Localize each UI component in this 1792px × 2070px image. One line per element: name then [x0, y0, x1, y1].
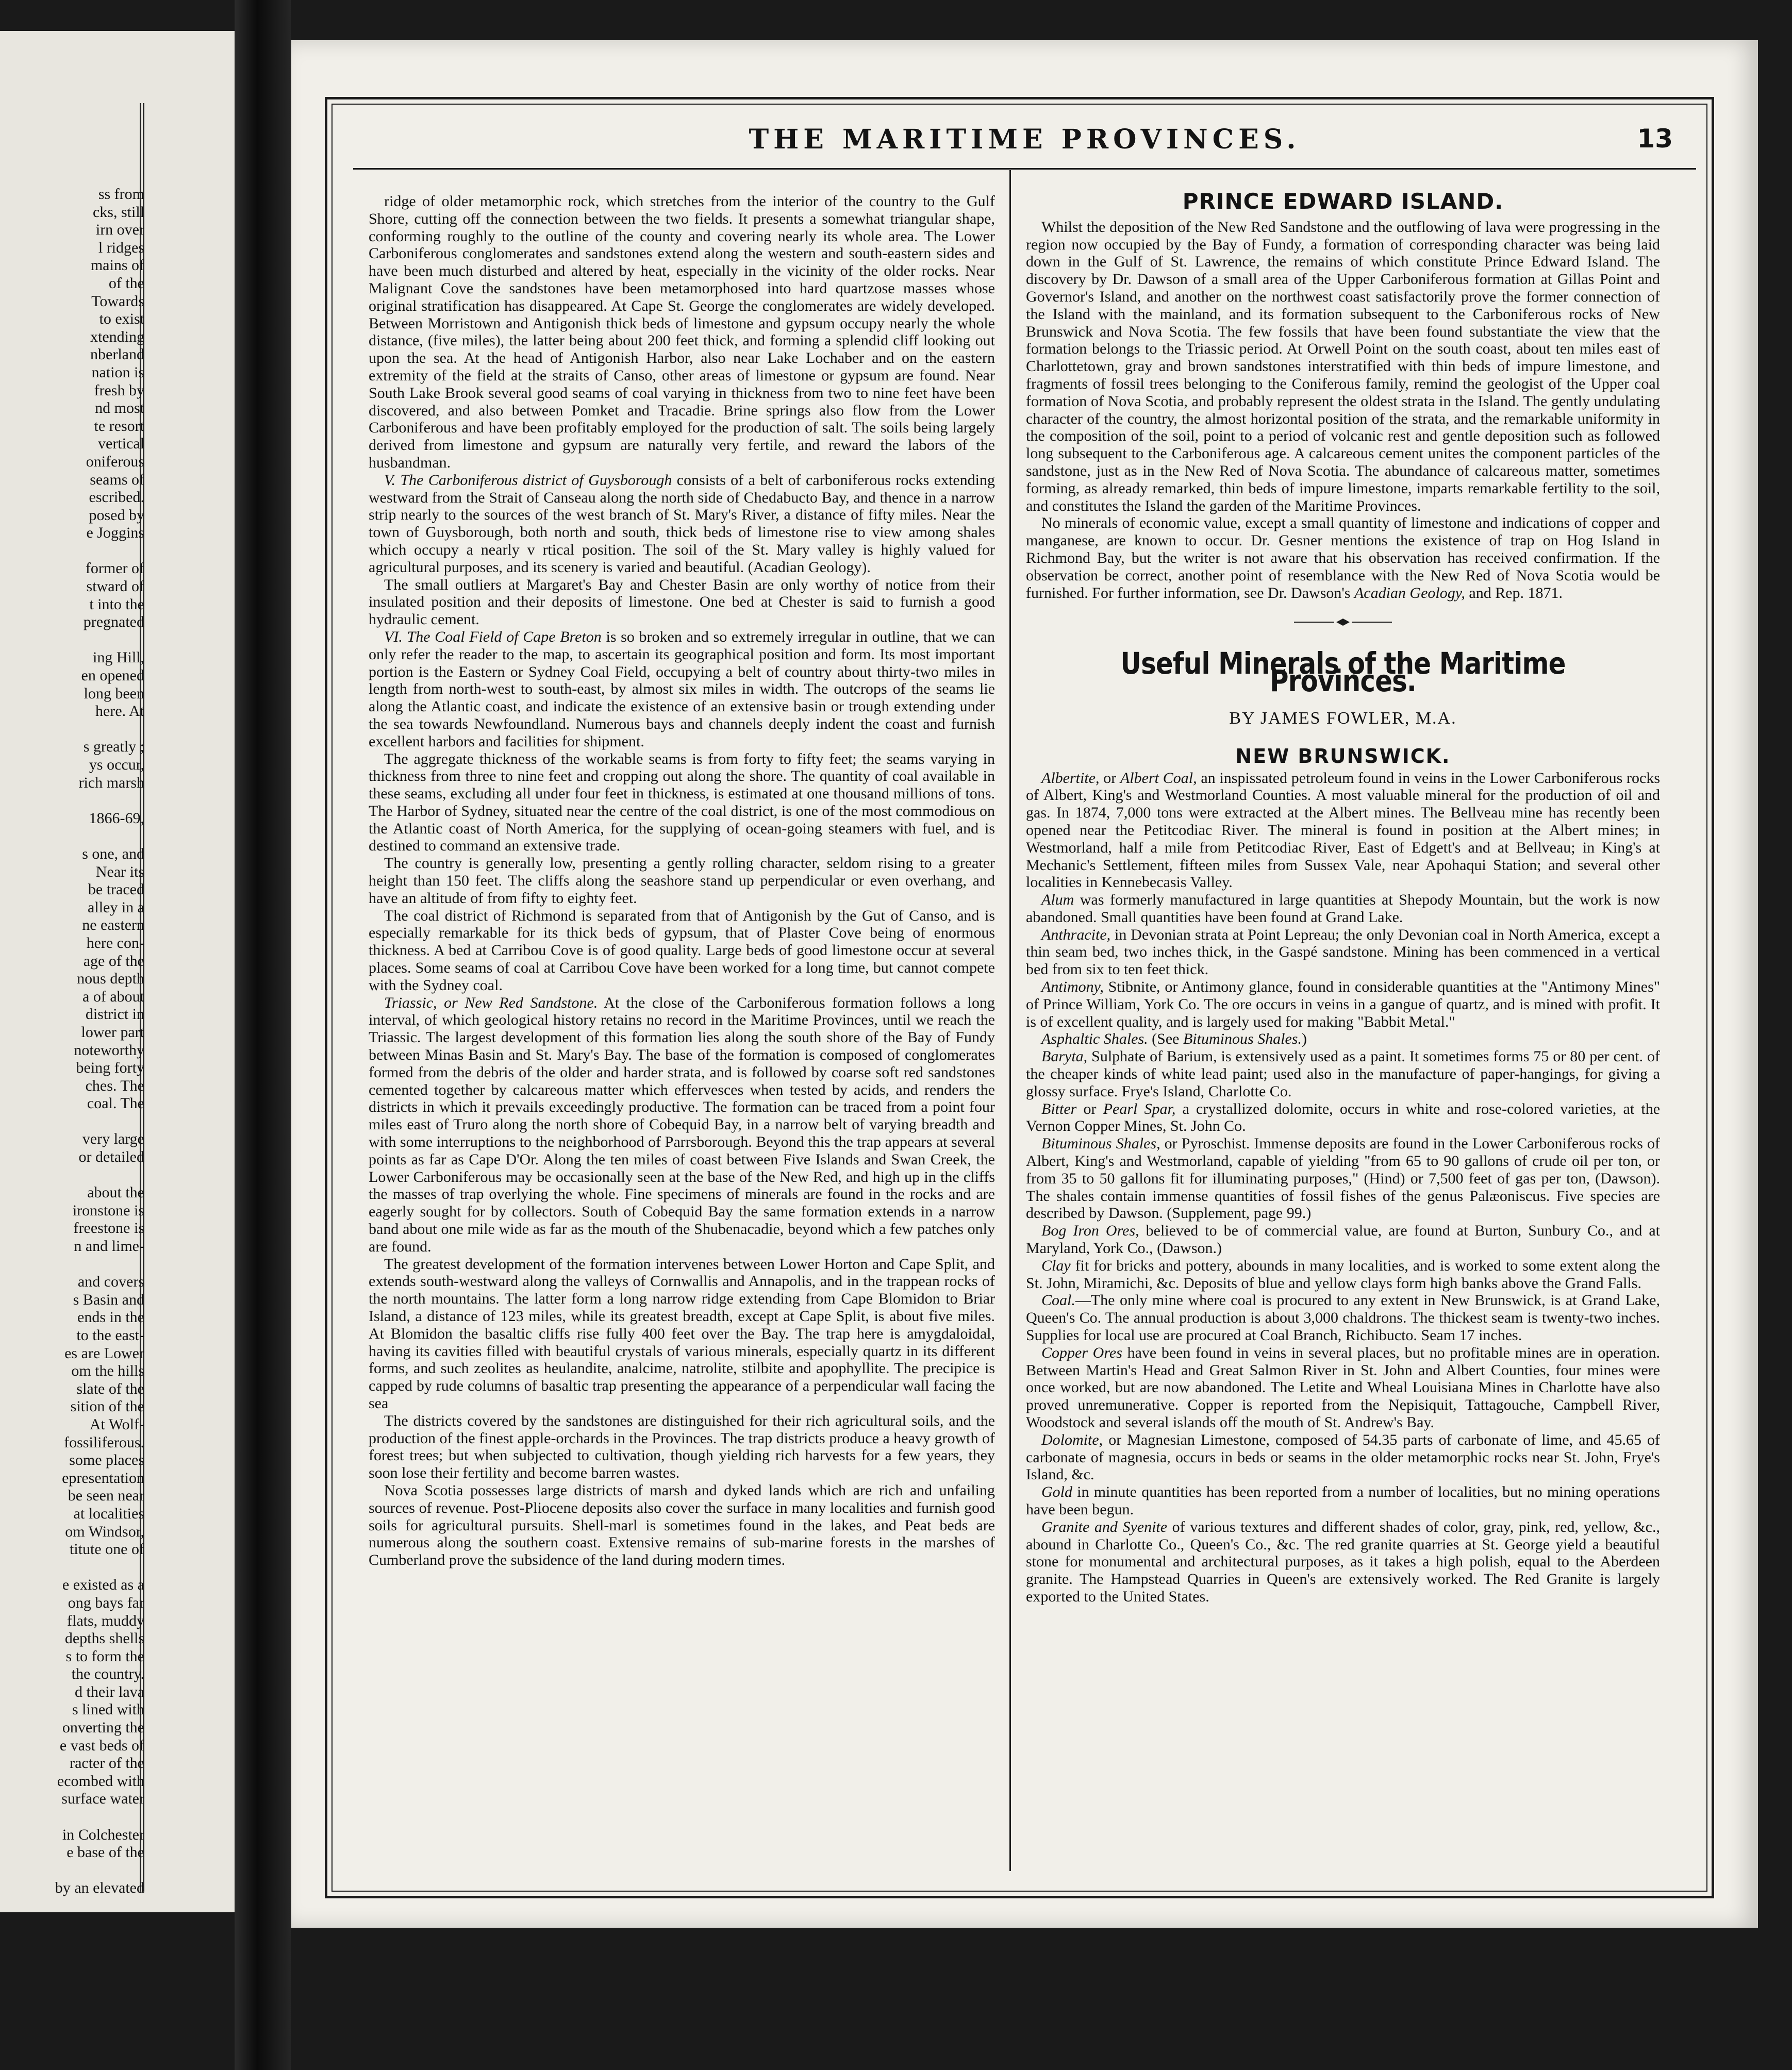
- adjacent-page-line: [0, 827, 144, 845]
- adjacent-page-line: en opened: [81, 667, 144, 685]
- mineral-entry: Baryta, Sulphate of Barium, is extensively used as a paint. It sometimes forms 75 or 80 per cent. of the cheaper kinds of white lead paint; used also in the manufacture of paper-hangings, for giving a glossy surface. Frye's Island, Charlotte Co.: [1026, 1048, 1660, 1100]
- adjacent-page-line: om the hills: [71, 1362, 144, 1380]
- mineral-entry: Asphaltic Shales. (See Bituminous Shales.): [1041, 1030, 1307, 1048]
- adjacent-page-line: [0, 721, 144, 739]
- adjacent-page-line: surface water: [61, 1790, 144, 1808]
- adjacent-page-line: nation is: [91, 363, 144, 381]
- adjacent-page-line: posed by: [89, 506, 144, 524]
- body-paragraph: The coal district of Richmond is separated from that of Antigonish by the Gut of Canso, and is especially remarkable for its thick beds of gypsum, that of Plaster Cove being of enormous thickness. A bed at Carribou Cove is of good quality. Large beds of good limestone occur at several places. Some seams of coal at Carribou Cove have been worked for a long time, but cannot compete with the Sydney coal.: [369, 907, 995, 994]
- adjacent-page-line: e base of the: [67, 1844, 144, 1861]
- adjacent-page-line: slate of the: [76, 1380, 144, 1397]
- mineral-entry: Antimony, Stibnite, or Antimony glance, found in considerable quantities at the "Antimony Mines" of Prince William, York Co. The ore occurs in veins in a gangue of quartz, and is mined with profit. It is of excellent quality, and is largely used for making "Babbit Metal.": [1026, 978, 1660, 1030]
- adjacent-page-line: to exist: [99, 310, 144, 328]
- adjacent-page-line: nous depth: [77, 970, 144, 988]
- adjacent-page-text: [0, 186, 144, 1897]
- pei-heading: PRINCE EDWARD ISLAND.: [1182, 189, 1504, 214]
- adjacent-page-line: ecombed with: [57, 1772, 144, 1790]
- adjacent-page-line: rich marsh: [78, 774, 144, 791]
- mineral-entry: Clay fit for bricks and pottery, abounds in many localities, and is worked to some extent along the St. John, Miramichi, &c. Deposits of blue and yellow clays form high banks above the Grand Falls.: [1026, 1257, 1660, 1292]
- pei-paragraph: No minerals of economic value, except a small quantity of limestone and indications of copper and manganese, are known to occur. Dr. Gesner mentions the existence of trap on Hog Island in Richmond Bay, but the writer is not aware that his observation has received confirmation. If the observation be correct, another point of resemblance with the New Red of Nova Scotia would be furnished. For further information, see Dr. Dawson's Acadian Geology, and Rep. 1871.: [1026, 514, 1660, 602]
- adjacent-page-line: epresentation: [62, 1469, 144, 1487]
- minerals-heading: Useful Minerals of the Maritime Provinces.: [1120, 646, 1566, 699]
- adjacent-page-line: t into the: [89, 595, 144, 613]
- body-paragraph: ridge of older metamorphic rock, which stretches from the interior of the country to the Gulf Shore, cutting off the connection between the two fields. It presents a somewhat triangular shape, conforming roughly to the outline of the county and covering nearly its whole area. The Lower Carboniferous conglomerates and sandstones extend along the western and south-eastern sides and have been much disturbed and altered by heat, especially in the vicinity of the older rocks. Near Malignant Cove the sandstones have been metamorphosed into hard quartzose masses whose original stratification has disappeared. At Cape St. George the conglomerates are widely developed. Between Morristown and Antigonish thick beds of limestone and gypsum occupy nearly the whole distance, (five miles), the latter being about 200 feet thick, and forming a splendid cliff looking out upon the sea. At the head of Antigonish Harbor, also near Lake Lochaber and on the eastern extremity of the field at the straits of Canso, other areas of limestone or gypsum are found. Near South Lake Brook several good seams of coal varying in thickness from two to nine feet have been discovered, and also between Pomket and Tracadie. Brine springs also flow from the Lower Carboniferous and have been profitably employed for the production of salt. The soils being largely derived from limestone and gypsum are naturally very fertile, and reward the labors of the husbandman.: [369, 193, 995, 471]
- adjacent-page-line: [0, 631, 144, 649]
- adjacent-page-line: irn over: [95, 221, 144, 239]
- adjacent-page-line: om Windsor,: [65, 1523, 144, 1540]
- adjacent-page-line: Towards: [91, 292, 144, 310]
- mineral-entry: Albertite, or Albert Coal, an inspissated petroleum found in veins in the Lower Carboniferous rocks of Albert, King's and Westmorland Counties. A most valuable mineral for the production of oil and gas. In 1874, 7,000 tons were extracted at the Albert mines. The Bellveau mine has recently been opened near the Petitcodiac River. The mineral is found in position at the Albert mines; in Westmorland, half a mile from Petitcodiac River, East of Edgett's and at Bellveau; in King's at Mechanic's Settlement, fifteen miles from Sussex Vale, near Apohaqui Station; and several other localities in Kennebecasis Valley.: [1026, 769, 1660, 891]
- running-head: [291, 124, 1758, 155]
- adjacent-page-line: xtending: [90, 328, 144, 345]
- adjacent-page-line: being forty: [76, 1059, 144, 1077]
- adjacent-page-line: ne eastern: [82, 916, 144, 934]
- adjacent-page-line: seams of: [90, 471, 144, 488]
- adjacent-page-line: [0, 1808, 144, 1826]
- adjacent-page-line: ing Hill,: [92, 649, 144, 666]
- adjacent-page-line: alley in a: [88, 898, 144, 916]
- adjacent-page-line: the country.: [71, 1665, 144, 1683]
- adjacent-page-line: ys occur,: [89, 756, 144, 773]
- adjacent-page-line: fresh by: [94, 381, 144, 399]
- adjacent-page-line: by an elevated: [55, 1879, 144, 1897]
- adjacent-page-line: former of: [85, 560, 144, 577]
- mineral-entry: Bog Iron Ores, believed to be of commercial value, are found at Burton, Sunbury Co., and at Maryland, York Co., (Dawson.): [1026, 1222, 1661, 1257]
- adjacent-page-line: fossiliferous.: [64, 1433, 144, 1451]
- pei-paragraph: Whilst the deposition of the New Red Sandstone and the outflowing of lava were progressing in the region now occupied by the Bay of Fundy, a formation of corresponding character was being laid down in the Gulf of St. Lawrence, the remains of which constitute Prince Edward Island. The discovery by Dr. Dawson of a small area of the Upper Carboniferous formation at Gillas Point and Governor's Island, and another on the northwest coast satisfactorily prove the former connection of the Island with the mainland, and its formation subsequent to the Carboniferous rocks of New Brunswick and Nova Scotia. The few fossils that have been found substantiate the view that the formation belongs to the Triassic period. At Orwell Point on the south coast, about ten miles east of Charlottetown, gray and brown sandstones interstratified with thin beds of impure limestone, and fragments of fossil trees belonging to the Coniferous family, remind the geologist of the Upper coal formation of Nova Scotia, and probably represent the oldest strata in the Island. The gently undulating character of the country, the almost horizontal position of the strata, and the remarkable uniformity in the composition of the soil, point to a period of volcanic rest and gentle deposition such as followed long subsequent to the Carboniferous age. A calcareous cement unites the component particles of the sandstone, just as in the New Red of Nova Scotia. The abundance of calcareous matter, sometimes forming, as already remarked, thin beds of impure limestone, imparts remarkable fertility to the soil, and constitutes the Island the garden of the Maritime Provinces.: [1026, 218, 1660, 514]
- running-title: THE MARITIME PROVINCES.: [749, 124, 1301, 155]
- adjacent-page-line: freestone is: [73, 1220, 144, 1237]
- body-paragraph: V. The Carboniferous district of Guysborough consists of a belt of carboniferous rocks extending westward from the Strait of Canseau along the north side of Chedabucto Bay, and thence in a narrow strip nearly to the sources of the west branch of St. Mary's River, a distance of fifty miles. Near the town of Guysborough, both north and south, thick beds of limestone rise to view among shales which occupy a nearly v rtical position. The soil of the St. Mary valley is highly valued for agricultural purposes, and its scenery is varied and beautiful. (Acadian Geology).: [369, 471, 995, 576]
- adjacent-page-line: [0, 1166, 144, 1184]
- adjacent-page-line: l ridges: [98, 239, 144, 256]
- adjacent-page-line: here con-: [86, 934, 144, 951]
- mineral-entry: Gold in minute quantities has been reported from a number of localities, but no mining operations have been begun.: [1026, 1483, 1660, 1518]
- adjacent-page-line: [0, 1256, 144, 1274]
- adjacent-page-line: noteworthy: [74, 1041, 144, 1059]
- body-paragraph: Nova Scotia possesses large districts of marsh and dyked lands which are rich and unfailing sources of revenue. Post-Pliocene deposits also cover the surface in many localities and furnish good soils for agricultural pursuits. Shell-marl is sometimes found in the lakes, and Peat beds are numerous along the southern coast. Extensive remains of sub-marine forests in the marshes of Cumberland prove the subsidence of the land during modern times.: [369, 1481, 995, 1569]
- adjacent-page-line: long been: [84, 685, 144, 702]
- adjacent-page-line: lower part: [81, 1023, 144, 1041]
- adjacent-page-line: es are Lower: [64, 1344, 144, 1362]
- adjacent-page-line: e Joggins: [86, 524, 144, 542]
- adjacent-page-line: nd most: [95, 399, 144, 417]
- adjacent-page-line: [0, 1113, 144, 1131]
- adjacent-page-line: s one, and: [82, 845, 144, 862]
- adjacent-page-line: racter of the: [70, 1755, 144, 1772]
- adjacent-page-line: s to form the: [65, 1647, 144, 1665]
- adjacent-page-line: cks, still: [92, 203, 144, 221]
- adjacent-page-line: d their lava: [75, 1683, 144, 1700]
- adjacent-page-line: in Colchester: [62, 1826, 144, 1843]
- header-rule: [353, 168, 1696, 170]
- adjacent-page-line: ches. The: [85, 1077, 144, 1094]
- adjacent-page-line: be traced: [88, 881, 144, 898]
- mineral-entry: Anthracite, in Devonian strata at Point Lepreau; the only Devonian coal in North America, except a thin seam bed, two inches thick, in the Gaspé sandstone. Mining has been commenced in a vertical bed from six to ten feet thick.: [1026, 926, 1660, 978]
- adjacent-page-line: s lined with: [72, 1701, 144, 1718]
- adjacent-page-line: [0, 1559, 144, 1577]
- adjacent-page-line: age of the: [83, 952, 144, 970]
- adjacent-page-line: pregnated: [83, 613, 144, 631]
- body-paragraph: The greatest development of the formation intervenes between Lower Horton and Cape Split, and extends south-westward along the valleys of Cornwallis and Annapolis, and in the trappean rocks of the north mountains. The latter form a long narrow ridge extending from Cape Blomidon to Briar Island, a distance of 123 miles, while its greatest breadth, except at Cape Split, is about five miles. At Blomidon the basaltic cliffs rise fully 400 feet over the Bay. The trap here is amygdaloidal, having its cavities filled with beautiful crystals of various minerals, especially quartz in its different forms, and such zeolites as heulandite, analcime, natrolite, stilbite and apophyllite. The precipice is capped by rude columns of basaltic trap presenting the appearance of a perpendicular wall facing the sea: [369, 1255, 995, 1412]
- adjacent-page-line: 1866-69,: [89, 809, 144, 827]
- adjacent-page-line: stward of: [86, 578, 144, 595]
- adjacent-page-line: flats, muddy: [67, 1612, 144, 1629]
- body-paragraph: The districts covered by the sandstones are distinguished for their rich agricultural soils, and the production of the finest apple-orchards in the Provinces. The trap districts produce a heavy growth of forest trees; but when subjected to cultivation, though yielding rich harvests for a few years, they soon lose their fertility and become barren wastes.: [369, 1412, 995, 1482]
- adjacent-page-line: s greatly ;: [83, 738, 144, 756]
- new-brunswick-section: [1026, 770, 1660, 1606]
- adjacent-page-line: Near its: [95, 863, 144, 880]
- book-gutter: [235, 0, 291, 2070]
- page-number: 13: [1637, 124, 1673, 154]
- adjacent-page-line: ends in the: [77, 1309, 144, 1326]
- adjacent-page-line: coal. The: [87, 1095, 144, 1112]
- ornament-divider-icon: [1294, 617, 1392, 627]
- adjacent-page-line: onverting the: [62, 1719, 144, 1737]
- body-paragraph: The country is generally low, presenting a gently rolling character, seldom rising to a greater height than 150 feet. The cliffs along the seashore stand up perpendicular or even overhang, and have an altitude of from fifty to eighty feet.: [369, 855, 995, 907]
- mineral-entry: Coal.—The only mine where coal is procured to any extent in New Brunswick, is at Grand Lake, Queen's Co. The annual production is about 3,000 chaldrons. The thickest seam is twenty-two inches. Supplies for local use are procured at Coal Branch, Richibucto. Seam 17 inches.: [1026, 1292, 1660, 1344]
- adjacent-page-line: n and lime-: [74, 1238, 144, 1255]
- adjacent-page-line: or detailed: [78, 1148, 144, 1166]
- adjacent-page-line: and covers: [77, 1273, 144, 1291]
- adjacent-page-line: te resort: [94, 417, 144, 435]
- body-paragraph: Triassic, or New Red Sandstone. At the close of the Carboniferous formation follows a long interval, of which geological history retains no record in the Maritime Provinces, until we reach the Triassic. The largest development of this formation lies along the south shore of the Bay of Fundy between Minas Basin and St. Mary's Bay. The base of the formation is composed of conglomerates formed from the debris of the older and harder strata, and is followed by coarse soft red sandstones cemented together by calcareous matter which effervesces when tested by acids, and renders the districts in which it prevails exceedingly productive. The formation can be traced from a point four miles east of Truro along the north shore of Cobequid Bay, in a narrow belt of varying breadth and with some interruptions to the neighborhood of Parrsborough. Beyond this the trap appears at several points as far as Cape D'Or. Along the ten miles of coast between Five Islands and Swan Creek, the Lower Carboniferous may be occasionally seen at the base of the New Red, and high up in the cliffs the masses of trap overlying the whole. Fine specimens of minerals are found in the rocks and are eagerly sought for by collectors. South of Cobequid Bay the same formation extends in a narrow band about one mile wide as far as the mouth of the Shubenacadie, beyond which a few patches only are found.: [369, 994, 995, 1255]
- adjacent-page-line: At Wolf-: [89, 1415, 144, 1433]
- adjacent-page-line: here. At: [95, 703, 144, 720]
- body-paragraph: The aggregate thickness of the workable seams is from forty to fifty feet; the seams varying in thickness from three to nine feet and cropping out along the shore. The quantity of coal available in these seams, excluding all under four feet in thickness, is estimated at one thousand millions of tons. The Harbor of Sydney, situated near the centre of the coal district, is one of the most commodious on the Atlantic coast of North America, for the supplying of ocean-going steamers with fuel, and is destined to command an extensive trade.: [369, 750, 995, 855]
- adjacent-page-line: [0, 792, 144, 810]
- adjacent-page-line: a of about: [82, 988, 144, 1005]
- adjacent-page-line: district in: [85, 1006, 144, 1023]
- adjacent-page-line: be seen near: [68, 1487, 144, 1505]
- adjacent-page-line: ss from: [98, 186, 144, 203]
- byline: BY JAMES FOWLER, M.A.: [1229, 708, 1457, 728]
- adjacent-page-line: e existed as a: [62, 1576, 144, 1594]
- adjacent-page-line: some places: [69, 1451, 144, 1469]
- adjacent-page-line: nberland: [90, 346, 144, 363]
- adjacent-page-line: titute one of: [70, 1541, 144, 1558]
- body-paragraph: The small outliers at Margaret's Bay and Chester Basin are only worthy of notice from their insulated position and their deposits of limestone. One bed at Chester is said to furnish a good hydraulic cement.: [369, 576, 995, 628]
- mineral-entry: Bitter or Pearl Spar, a crystallized dolomite, occurs in white and rose-colored varieties, at the Vernon Copper Mines, St. John Co.: [1026, 1100, 1661, 1135]
- adjacent-page-line: [0, 1862, 144, 1880]
- adjacent-page-line: at localities: [73, 1505, 144, 1522]
- adjacent-page-line: escribed.: [89, 489, 144, 506]
- adjacent-page-line: e vast beds of: [59, 1737, 144, 1754]
- adjacent-page-line: sition of the: [70, 1398, 144, 1415]
- page: [291, 40, 1758, 1928]
- adjacent-page-line: very large: [82, 1130, 144, 1148]
- adjacent-page-line: depths shells: [64, 1630, 144, 1647]
- adjacent-page-line: to the east-: [76, 1327, 144, 1344]
- left-column: [369, 193, 995, 1569]
- adjacent-page-line: vertical: [98, 435, 144, 453]
- pei-section: [1026, 219, 1660, 602]
- mineral-entry: Copper Ores have been found in veins in several places, but no profitable mines are in operation. Between Martin's Head and Great Salmon River in St. John and Albert Counties, four mines were once worked, but are now abandoned. The Letite and Wheal Louisiana Mines in Charlotte have also proved unremunerative. Copper is reported from the Nepisiquit, Tattagouche, Campbell River, Woodstock and several islands off the mouth of St. Andrew's Bay.: [1026, 1344, 1660, 1431]
- adjacent-page-line: mains of: [90, 257, 144, 274]
- adjacent-page-fragment: [0, 31, 235, 1912]
- new-brunswick-heading: NEW BRUNSWICK.: [1235, 744, 1451, 767]
- adjacent-page-line: oniferous: [86, 453, 144, 470]
- adjacent-page-line: ironstone is: [72, 1201, 144, 1219]
- adjacent-page-line: ong bays far: [68, 1594, 144, 1611]
- mineral-entry: Alum was formerly manufactured in large quantities at Shepody Mountain, but the work is now abandoned. Small quantities have been found at Grand Lake.: [1026, 891, 1660, 926]
- column-rule: [1009, 170, 1011, 1871]
- adjacent-page-line: s Basin and: [73, 1291, 144, 1308]
- mineral-entry: Dolomite, or Magnesian Limestone, composed of 54.35 parts of carbonate of lime, and 45.65 of carbonate of magnesia, occurs in beds or seams in the older metamorphic rocks near St. John, Frye's Island, &c.: [1026, 1431, 1660, 1483]
- adjacent-page-line: [0, 542, 144, 560]
- mineral-entry: Bituminous Shales, or Pyroschist. Immense deposits are found in the Lower Carboniferous rocks of Albert, King's and Westmorland, capable of yielding "from 65 to 90 gallons of crude oil per ton, or from 35 to 50 gallons fit for illuminating purposes," (Hind) or 7,500 feet of gas per ton, (Dawson). The shales contain immense quantities of fossil fishes of the genus Palæoniscus. Five species are described by Dawson. (Supplement, page 99.): [1026, 1135, 1660, 1222]
- mineral-entry: Granite and Syenite of various textures and different shades of color, gray, pink, red, yellow, &c., abound in Charlotte Co., Queen's Co., &c. The red granite quarries at St. George yield a beautiful stone for monumental and architectural purposes, as it takes a high polish, equal to the Aberdeen granite. The Hampstead Quarries in Queen's are extensively worked. The Red Granite is largely exported to the United States.: [1026, 1518, 1660, 1605]
- adjacent-page-line: about the: [87, 1184, 144, 1201]
- right-column: [1026, 189, 1661, 1606]
- body-paragraph: VI. The Coal Field of Cape Breton is so broken and so extremely irregular in outline, that we can only refer the reader to the map, to ascertain its geographical position and form. Its most important portion is the Eastern or Sydney Coal Field, occupying a belt of country about thirty-two miles in length from north-west to south-east, by almost six miles in width. The outcrops of the seams lie along the Atlantic coast, and indicate the existence of an extensive basin or trough extending under the sea towards Newfoundland. Numerous bays and channels deeply indent the coast and furnish excellent harbors and facilities for shipment.: [369, 628, 995, 750]
- adjacent-page-line: of the: [108, 274, 144, 292]
